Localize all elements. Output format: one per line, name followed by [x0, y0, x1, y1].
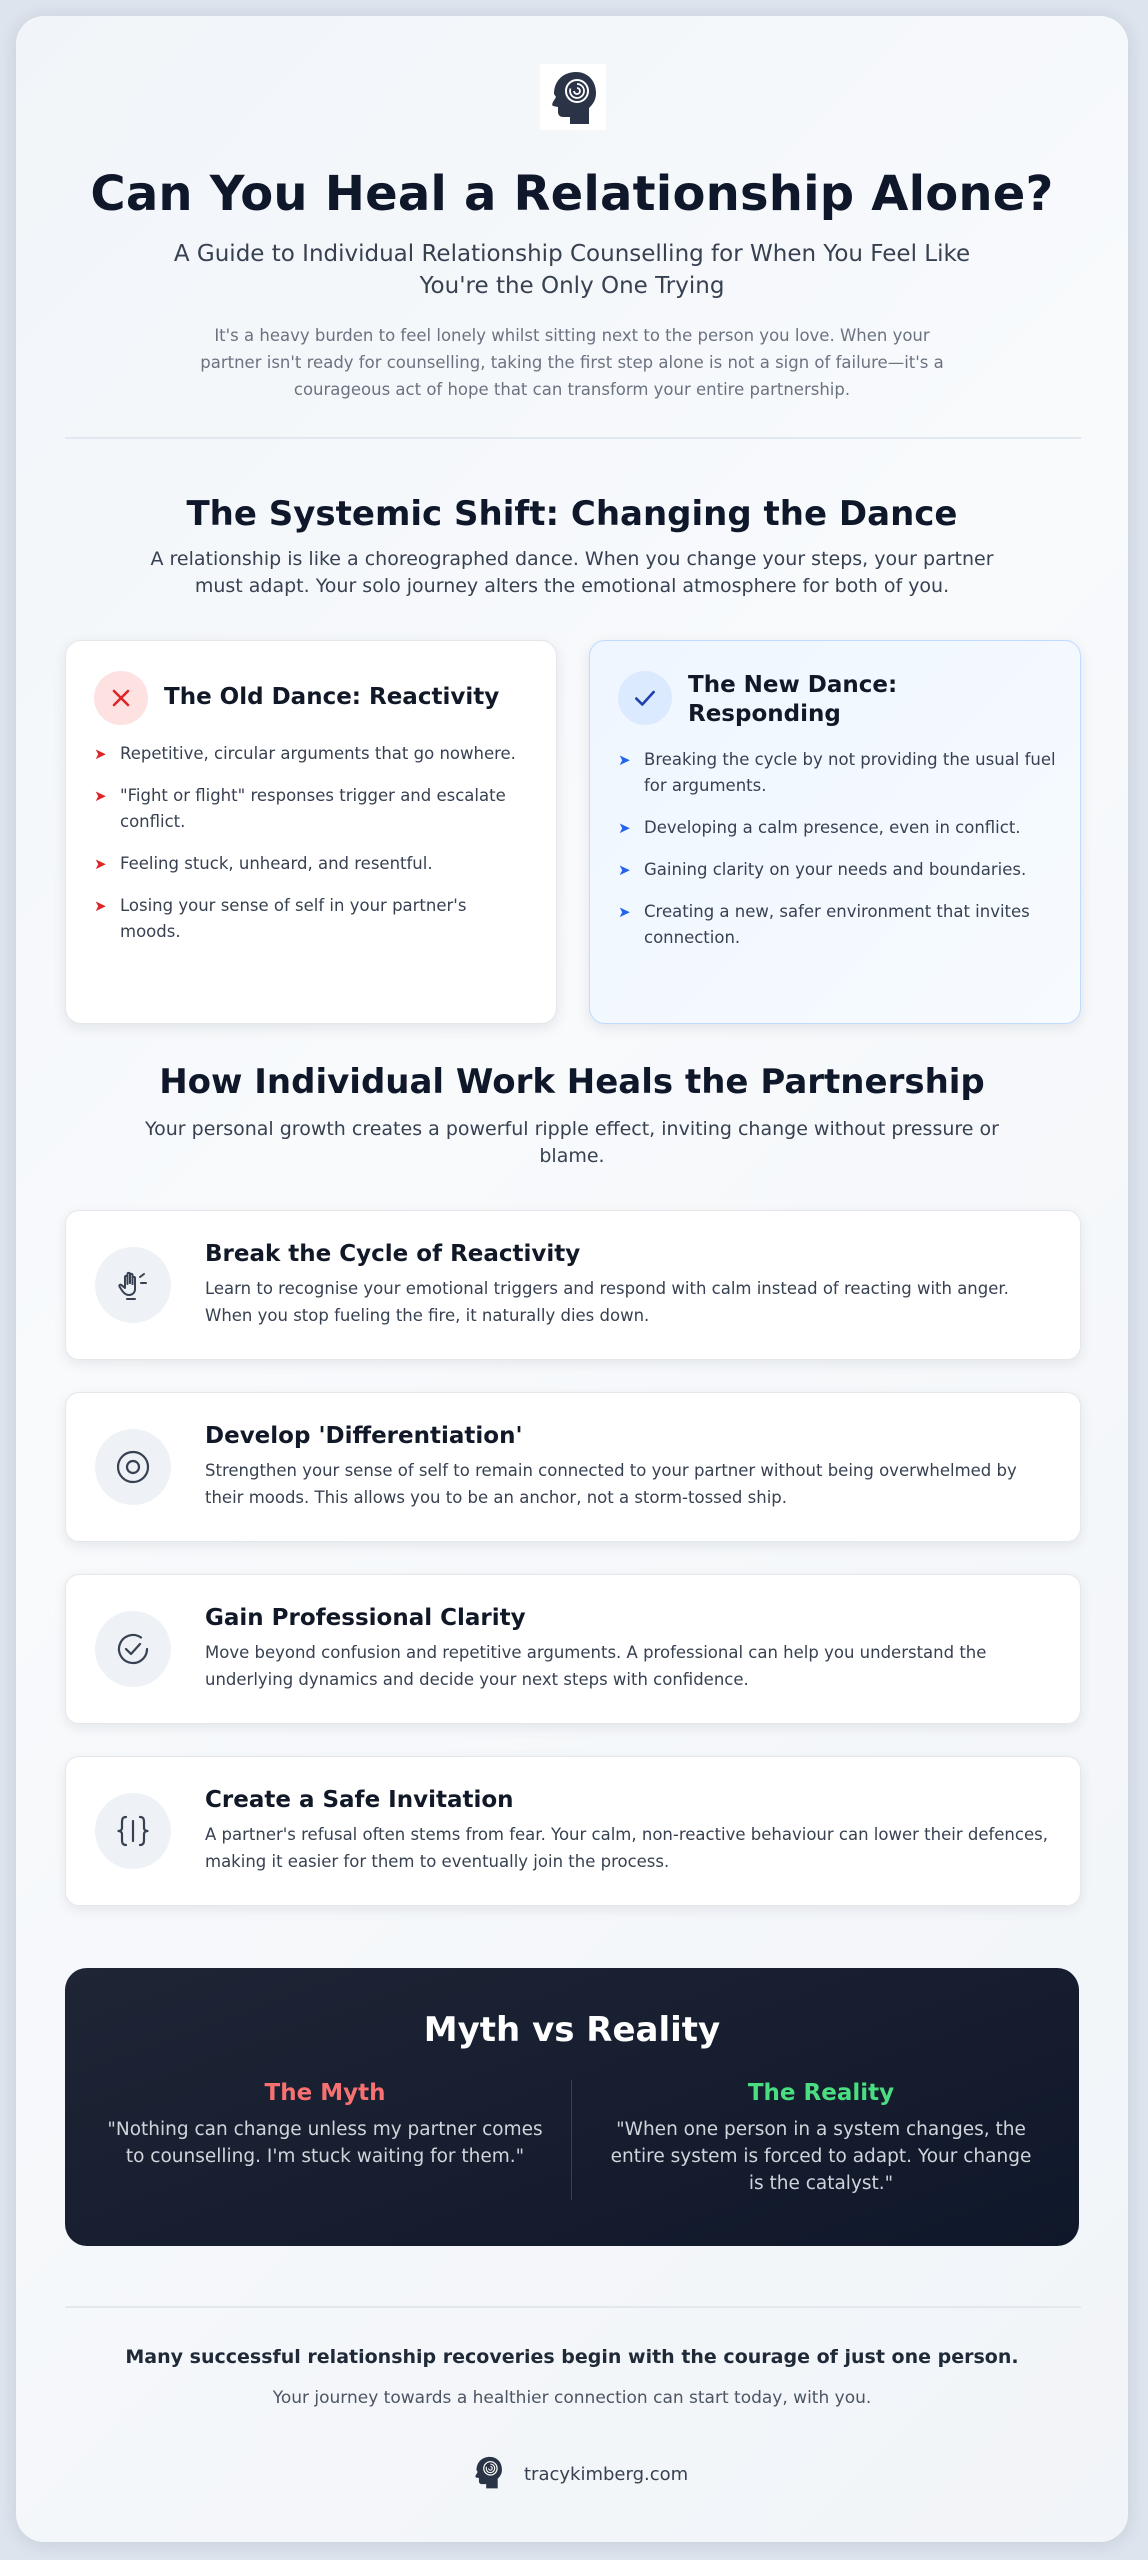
arrow-icon: ➤	[618, 903, 631, 921]
old-dance-list	[94, 741, 532, 945]
footer	[468, 2450, 688, 2498]
new-dance-list	[618, 747, 1056, 951]
section-divider	[65, 2306, 1081, 2308]
myth-quote: "Nothing can change unless my partner comes to counselling. I'm stuck waiting for them."	[107, 2119, 543, 2167]
arrow-icon: ➤	[94, 855, 107, 873]
page-title: Can You Heal a Relationship Alone?	[90, 166, 1054, 222]
benefit-text: Strengthen your sense of self to remain connected to your partner without being overwhelmed by their moods. This allows you to be an anchor, not a storm-tossed ship.	[205, 1461, 1017, 1507]
section-divider	[65, 437, 1081, 439]
infographic-page	[16, 16, 1128, 2542]
arrow-icon: ➤	[618, 751, 631, 769]
old-dance-card	[65, 640, 557, 1024]
arrow-icon: ➤	[94, 787, 107, 805]
x-icon	[94, 671, 148, 725]
check-icon	[618, 671, 672, 725]
intro-paragraph: It's a heavy burden to feel lonely whilst sitting next to the person you love. When your partner isn't ready for counselling, taking the first step alone is not a sign of failure—it's a courageous act of hope that can transform your entire partnership.	[200, 326, 944, 399]
list-item: ➤ Feeling stuck, unheard, and resentful.	[94, 851, 532, 877]
list-item: ➤ Developing a calm presence, even in conflict.	[618, 815, 1056, 841]
reality-column	[601, 2080, 1041, 2197]
page-subtitle: A Guide to Individual Relationship Counselling for When You Feel Like You're the Only One Trying	[173, 241, 971, 299]
list-item: ➤ Gaining clarity on your needs and boundaries.	[618, 857, 1056, 883]
heals-section-description: Your personal growth creates a powerful ripple effect, inviting change without pressure or blame.	[145, 1118, 999, 1167]
reality-label: The Reality	[747, 2080, 895, 2106]
list-item: ➤ Breaking the cycle by not providing the usual fuel for arguments.	[618, 747, 1056, 799]
benefit-card	[65, 1392, 1081, 1542]
myth-column	[105, 2080, 545, 2170]
old-dance-title: The Old Dance: Reactivity	[164, 684, 500, 710]
benefit-title: Gain Professional Clarity	[205, 1605, 526, 1631]
shift-section-description: A relationship is like a choreographed dance. When you change your steps, your partner must adapt. Your solo journey alters the emotional atmosphere for both of you.	[150, 548, 994, 597]
benefit-title: Create a Safe Invitation	[205, 1787, 514, 1813]
myth-vs-reality-panel	[65, 1968, 1079, 2246]
benefit-card	[65, 1210, 1081, 1360]
column-divider	[571, 2080, 572, 2200]
arrow-icon: ➤	[618, 861, 631, 879]
heals-section-title: How Individual Work Heals the Partnership	[159, 1062, 985, 1102]
closing-statement: Many successful relationship recoveries begin with the courage of just one person.	[125, 2346, 1019, 2368]
brackets-icon	[95, 1793, 171, 1869]
myth-label: The Myth	[264, 2080, 386, 2106]
closing-subtext: Your journey towards a healthier connection can start today, with you.	[272, 2388, 872, 2408]
list-item: ➤ "Fight or flight" responses trigger and escalate conflict.	[94, 783, 532, 835]
head-spiral-logo-icon	[540, 64, 606, 130]
reality-quote: "When one person in a system changes, the entire system is forced to adapt. Your change is the catalyst."	[610, 2119, 1032, 2194]
benefit-text: Learn to recognise your emotional triggers and respond with calm instead of reacting with anger. When you stop fueling the fire, it naturally dies down.	[205, 1279, 1009, 1325]
website-link[interactable]: tracykimberg.com	[524, 2463, 689, 2485]
arrow-icon: ➤	[94, 897, 107, 915]
benefit-title: Develop 'Differentiation'	[205, 1423, 523, 1449]
target-icon	[95, 1429, 171, 1505]
benefit-card	[65, 1756, 1081, 1906]
shift-section-title: The Systemic Shift: Changing the Dance	[186, 494, 958, 534]
benefit-title: Break the Cycle of Reactivity	[205, 1241, 581, 1267]
hand-stop-icon	[95, 1247, 171, 1323]
arrow-icon: ➤	[618, 819, 631, 837]
benefit-text: A partner's refusal often stems from fear. Your calm, non-reactive behaviour can lower their defences, making it easier for them to eventually join the process.	[205, 1825, 1048, 1871]
head-spiral-logo-icon	[468, 2450, 508, 2498]
myth-vs-reality-title: Myth vs Reality	[423, 2010, 721, 2050]
benefit-card	[65, 1574, 1081, 1724]
new-dance-title: The New Dance: Responding	[688, 672, 898, 727]
list-item: ➤ Repetitive, circular arguments that go nowhere.	[94, 741, 532, 767]
list-item: ➤ Losing your sense of self in your partner's moods.	[94, 893, 532, 945]
benefit-text: Move beyond confusion and repetitive arguments. A professional can help you understand the underlying dynamics and decide your next steps with confidence.	[205, 1643, 987, 1689]
list-item: ➤ Creating a new, safer environment that invites connection.	[618, 899, 1056, 951]
check-circle-icon	[95, 1611, 171, 1687]
new-dance-card	[589, 640, 1081, 1024]
arrow-icon: ➤	[94, 745, 107, 763]
